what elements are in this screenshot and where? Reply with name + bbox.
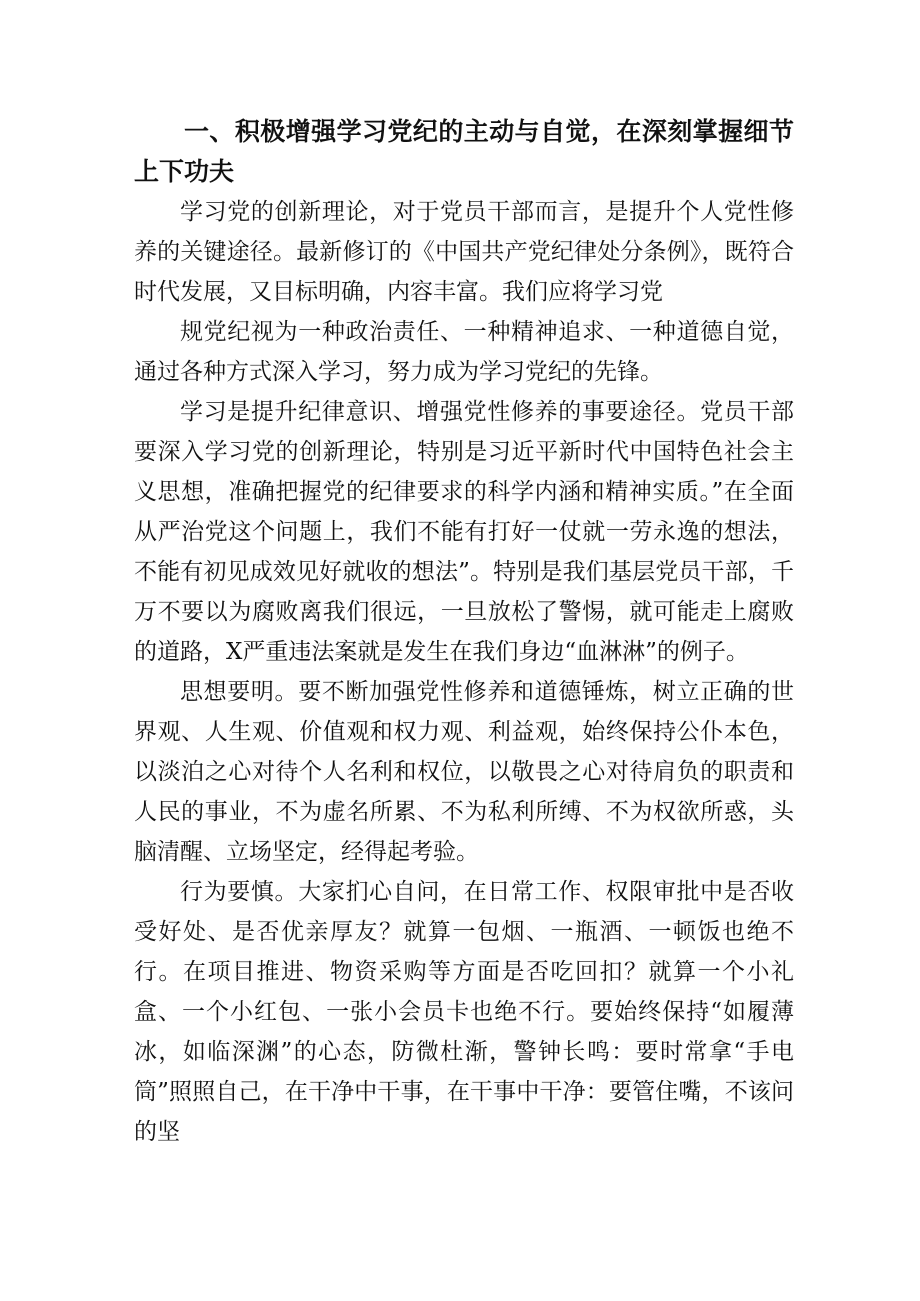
paragraph-4: 思想要明。要不断加强党性修养和道德锤炼，树立正确的世界观、人生观、价值观和权力观、利益观，始终保持公仆本色，以淡泊之心对待个人名利和权位，以敬畏之心对待肩负的职责和人民的事业，不为虚名所累、不为私利所缚、不为权欲所惑，头脑清醒、立场坚定，经得起考验。	[134, 679, 794, 865]
section-heading: 一、积极增强学习党纪的主动与自觉，在深刻掌握细节上下功夫	[134, 117, 794, 186]
document-body	[134, 112, 794, 1152]
paragraph-1: 学习党的创新理论，对于党员干部而言，是提升个人党性修养的关键途径。最新修订的《中国共产党纪律处分条例》，既符合时代发展，又目标明确，内容丰富。我们应将学习党	[134, 199, 794, 305]
paragraph-3: 学习是提升纪律意识、增强党性修养的事要途径。党员干部要深入学习党的创新理论，特别是习近平新时代中国特色社会主义思想，准确把握党的纪律要求的科学内涵和精神实质。”在全面从严治党这个问题上，我们不能有打好一仗就一劳永逸的想法，不能有初见成效见好就收的想法”。特别是我们基层党员干部，千万不要以为腐败离我们很远，一旦放松了警惕，就可能走上腐败的道路，X严重违法案就是发生在我们身边“血淋淋”的例子。	[134, 399, 794, 665]
paragraph-5: 行为要慎。大家扪心自问，在日常工作、权限审批中是否收受好处、是否优亲厚友？就算一包烟、一瓶酒、一顿饭也绝不行。在项目推进、物资采购等方面是否吃回扣？就算一个小礼盒、一个小红包、一张小会员卡也绝不行。要始终保持“如履薄冰，如临深渊”的心态，防微杜渐，警钟长鸣：要时常拿“手电筒”照照自己，在干净中干事，在干事中干净：要管住嘴，不该问的坚	[134, 879, 794, 1145]
paragraph-2: 规党纪视为一种政治责任、一种精神追求、一种道德自觉，通过各种方式深入学习，努力成为学习党纪的先锋。	[134, 319, 794, 385]
